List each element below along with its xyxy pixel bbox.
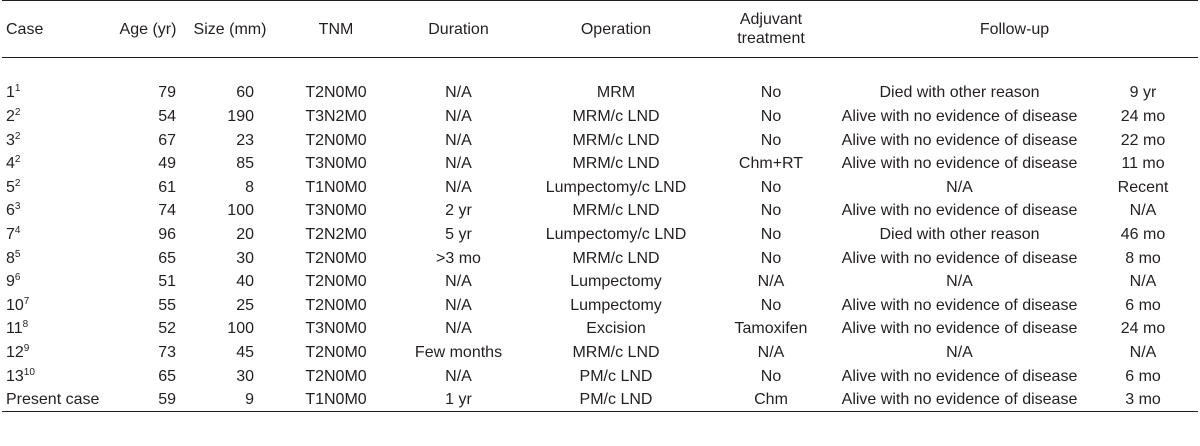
cell-size [184, 341, 276, 365]
cell-size [184, 152, 276, 176]
header-age: Age (yr) [112, 1, 184, 58]
cell-duration [396, 293, 521, 317]
cell-tnm-text: T2N0M0 [305, 131, 367, 149]
cell-followup-status-text: Alive with no evidence of disease [841, 320, 1078, 338]
cell-operation-text: MRM/c LND [572, 202, 660, 220]
cell-operation-text: Lumpectomy [570, 273, 662, 291]
cell-duration-text: N/A [445, 367, 472, 385]
cell-adjuvant [711, 175, 831, 199]
cell-operation-text: MRM/c LND [572, 343, 660, 361]
cell-size-text: 45 [236, 343, 254, 361]
cell-followup-time [1088, 199, 1198, 223]
cell-followup-status-text: Alive with no evidence of disease [841, 202, 1078, 220]
cell-operation [521, 270, 711, 294]
cell-size-text: 23 [236, 131, 254, 149]
cell-tnm-text: T2N0M0 [305, 273, 367, 291]
cell-size-text: 30 [236, 367, 254, 385]
cell-age [112, 246, 184, 270]
cell-age-text: 65 [158, 249, 176, 267]
cell-adjuvant-text: No [760, 202, 782, 220]
cell-case [2, 81, 112, 105]
cell-age [112, 199, 184, 223]
cell-duration [396, 199, 521, 223]
header-size: Size (mm) [184, 1, 276, 58]
cell-age [112, 128, 184, 152]
cell-adjuvant-text: N/A [757, 343, 785, 361]
cell-duration [396, 364, 521, 388]
cell-followup-time-text: 9 yr [1129, 84, 1157, 102]
reference-superscript: 9 [23, 342, 30, 354]
cell-operation [521, 364, 711, 388]
cell-followup-time [1088, 175, 1198, 199]
cell-case [2, 270, 112, 294]
reference-superscript: 2 [14, 106, 21, 118]
cell-operation-text: MRM/c LND [572, 155, 660, 173]
cell-age [112, 81, 184, 105]
table-row [2, 364, 1198, 388]
cell-followup-time-text: N/A [1129, 343, 1157, 361]
cell-duration-text: 2 yr [445, 202, 472, 220]
cell-adjuvant-text: No [760, 249, 782, 267]
cell-operation [521, 105, 711, 129]
cell-size [184, 175, 276, 199]
cell-followup-status-text: Alive with no evidence of disease [841, 131, 1078, 149]
cell-tnm-text: T2N0M0 [305, 343, 367, 361]
cell-age [112, 388, 184, 412]
cell-case-text: 6 [6, 202, 15, 220]
cell-case-text: 7 [6, 225, 15, 243]
cell-followup-status-text: Alive with no evidence of disease [841, 296, 1078, 314]
cell-adjuvant [711, 388, 831, 412]
cell-duration [396, 341, 521, 365]
table-row [2, 270, 1198, 294]
header-adjuvant [711, 1, 831, 58]
cell-followup-time [1088, 293, 1198, 317]
cell-adjuvant [711, 246, 831, 270]
cell-operation [521, 246, 711, 270]
cell-followup-time-text: Recent [1117, 178, 1169, 196]
cell-tnm-text: T1N0M0 [305, 178, 367, 196]
header-adjuvant-line1: Adjuvant [739, 11, 803, 28]
cell-operation-text: PM/c LND [579, 367, 653, 385]
cell-case-text: 13 [6, 367, 24, 385]
table-header-row [2, 1, 1198, 58]
cell-followup-status [831, 293, 1088, 317]
cell-followup-time [1088, 341, 1198, 365]
header-duration: Duration [396, 1, 521, 58]
cell-age-text: 61 [158, 178, 176, 196]
cell-operation-text: Lumpectomy [570, 296, 662, 314]
cell-case [2, 246, 112, 270]
cell-size-text: 85 [236, 155, 254, 173]
cell-followup-status [831, 128, 1088, 152]
cell-age-text: 49 [158, 155, 176, 173]
cell-followup-status [831, 270, 1088, 294]
cell-size [184, 317, 276, 341]
cell-age [112, 223, 184, 247]
cell-adjuvant [711, 223, 831, 247]
cell-size [184, 128, 276, 152]
cell-tnm-text: T2N2M0 [305, 225, 367, 243]
cell-age [112, 270, 184, 294]
cell-tnm [276, 152, 396, 176]
cell-followup-time-text: 8 mo [1125, 249, 1161, 267]
cell-tnm-text: T2N0M0 [305, 367, 367, 385]
table-row [2, 105, 1198, 129]
cell-duration [396, 152, 521, 176]
table-row [2, 199, 1198, 223]
cell-followup-time-text: 22 mo [1120, 131, 1166, 149]
cell-adjuvant-text: No [760, 367, 782, 385]
reference-superscript: 7 [23, 295, 30, 307]
cell-duration-text: N/A [445, 178, 472, 196]
cell-operation [521, 152, 711, 176]
cell-case-text: 9 [6, 273, 15, 291]
cell-adjuvant [711, 199, 831, 223]
cell-age-text: 65 [158, 367, 176, 385]
cell-age-text: 52 [158, 320, 176, 338]
cell-followup-status [831, 388, 1088, 412]
cell-followup-status-text: Died with other reason [879, 225, 1040, 243]
cell-case-text: 12 [6, 343, 24, 361]
cell-adjuvant [711, 128, 831, 152]
cell-age-text: 51 [158, 273, 176, 291]
header-adjuvant-line2: treatment [737, 30, 805, 47]
cell-size-text: 9 [245, 390, 254, 408]
cell-age-text: 55 [158, 296, 176, 314]
table-row [2, 128, 1198, 152]
cell-followup-time-text: 46 mo [1120, 225, 1166, 243]
cell-size-text: 60 [236, 84, 254, 102]
cell-followup-status-text: Alive with no evidence of disease [841, 155, 1078, 173]
cell-adjuvant-text: No [760, 296, 782, 314]
cell-adjuvant-text: No [760, 225, 782, 243]
case-comparison-table [2, 0, 1198, 412]
cell-size [184, 364, 276, 388]
cell-tnm [276, 388, 396, 412]
cell-adjuvant-text: No [760, 84, 782, 102]
cell-duration-text: 5 yr [445, 225, 472, 243]
cell-followup-time-text: N/A [1129, 202, 1157, 220]
cell-case-text: 11 [6, 320, 23, 338]
cell-followup-time [1088, 128, 1198, 152]
cell-followup-status-text: Alive with no evidence of disease [841, 390, 1078, 408]
header-operation: Operation [521, 1, 711, 58]
cell-followup-time-text: 6 mo [1125, 367, 1161, 385]
cell-followup-time [1088, 105, 1198, 129]
cell-case-text: 3 [6, 131, 15, 149]
cell-adjuvant-text: N/A [757, 273, 785, 291]
cell-operation [521, 293, 711, 317]
cell-followup-time [1088, 223, 1198, 247]
cell-tnm [276, 128, 396, 152]
cell-operation-text: Excision [586, 320, 646, 338]
cell-followup-status [831, 152, 1088, 176]
cell-operation-text: Lumpectomy/c LND [545, 225, 687, 243]
cell-followup-time-text: 24 mo [1120, 320, 1166, 338]
cell-duration [396, 105, 521, 129]
cell-adjuvant [711, 293, 831, 317]
cell-tnm-text: T3N0M0 [305, 320, 367, 338]
cell-age [112, 152, 184, 176]
cell-adjuvant [711, 152, 831, 176]
cell-followup-time-text: 11 mo [1121, 155, 1165, 173]
reference-superscript: 1 [14, 83, 21, 95]
cell-age-text: 73 [158, 343, 176, 361]
cell-tnm [276, 223, 396, 247]
header-case: Case [2, 1, 112, 58]
cell-case [2, 317, 112, 341]
cell-operation [521, 81, 711, 105]
cell-duration [396, 128, 521, 152]
cell-age-text: 59 [158, 390, 176, 408]
cell-duration-text: N/A [445, 296, 472, 314]
cell-tnm [276, 199, 396, 223]
cell-followup-status-text: N/A [946, 343, 973, 361]
cell-tnm [276, 317, 396, 341]
cell-size [184, 246, 276, 270]
cell-age [112, 364, 184, 388]
cell-size [184, 105, 276, 129]
cell-duration [396, 223, 521, 247]
cell-size-text: 100 [227, 320, 254, 338]
cell-followup-time [1088, 317, 1198, 341]
cell-operation-text: MRM [596, 84, 636, 102]
cell-age-text: 67 [158, 131, 176, 149]
cell-tnm [276, 270, 396, 294]
cell-age-text: 96 [158, 225, 176, 243]
reference-superscript: 3 [14, 201, 21, 213]
cell-followup-status-text: N/A [946, 178, 973, 196]
cell-operation-text: Lumpectomy/c LND [545, 178, 687, 196]
cell-adjuvant-text: No [760, 131, 782, 149]
cell-adjuvant [711, 341, 831, 365]
cell-duration-text: N/A [445, 273, 472, 291]
table-row [2, 293, 1198, 317]
cell-operation [521, 175, 711, 199]
table-row [2, 317, 1198, 341]
table-body [2, 58, 1198, 412]
cell-tnm [276, 105, 396, 129]
cell-case-text: 2 [6, 107, 15, 125]
cell-duration [396, 388, 521, 412]
cell-tnm [276, 364, 396, 388]
cell-tnm-text: T3N2M0 [305, 107, 367, 125]
cell-tnm [276, 175, 396, 199]
reference-superscript: 2 [14, 130, 21, 142]
cell-operation-text: MRM/c LND [572, 131, 660, 149]
reference-superscript: 2 [14, 177, 21, 189]
cell-followup-status-text: Died with other reason [879, 84, 1040, 102]
cell-tnm-text: T2N0M0 [305, 296, 367, 314]
cell-operation-text: MRM/c LND [572, 249, 660, 267]
cell-case [2, 175, 112, 199]
cell-adjuvant [711, 81, 831, 105]
cell-age-text: 79 [158, 84, 176, 102]
cell-followup-time [1088, 364, 1198, 388]
cell-followup-time-text: 24 mo [1120, 107, 1166, 125]
cell-duration-text: Few months [414, 343, 503, 361]
cell-age [112, 175, 184, 199]
cell-followup-status [831, 246, 1088, 270]
cell-case-text: 10 [6, 296, 24, 314]
reference-superscript: 8 [22, 319, 29, 331]
cell-duration [396, 317, 521, 341]
cell-followup-status-text: Alive with no evidence of disease [841, 367, 1078, 385]
cell-operation [521, 223, 711, 247]
cell-followup-status [831, 105, 1088, 129]
cell-size-text: 30 [236, 249, 254, 267]
cell-size-text: 20 [236, 225, 254, 243]
cell-operation [521, 388, 711, 412]
cell-size-text: 100 [227, 202, 254, 220]
cell-adjuvant-text: Chm [754, 390, 788, 408]
cell-adjuvant [711, 317, 831, 341]
cell-followup-status [831, 81, 1088, 105]
cell-operation [521, 199, 711, 223]
cell-followup-time-text: 6 mo [1125, 296, 1161, 314]
cell-case [2, 364, 112, 388]
cell-size-text: 190 [227, 107, 254, 125]
cell-followup-time [1088, 270, 1198, 294]
cell-case [2, 388, 112, 412]
cell-followup-time [1088, 81, 1198, 105]
cell-age-text: 74 [158, 202, 176, 220]
header-divider [2, 58, 1198, 82]
cell-size [184, 270, 276, 294]
cell-followup-status-text: N/A [946, 273, 973, 291]
cell-tnm [276, 341, 396, 365]
cell-age [112, 317, 184, 341]
cell-adjuvant-text: Tamoxifen [734, 320, 808, 338]
cell-size [184, 223, 276, 247]
reference-superscript: 4 [14, 224, 21, 236]
header-followup: Follow-up [831, 1, 1198, 58]
reference-superscript: 6 [14, 272, 21, 284]
cell-tnm-text: T2N0M0 [305, 249, 367, 267]
cell-case-text: 4 [6, 155, 15, 173]
cell-duration-text: 1 yr [445, 390, 472, 408]
cell-tnm [276, 246, 396, 270]
cell-duration-text: >3 mo [436, 249, 481, 267]
cell-duration [396, 175, 521, 199]
cell-operation-text: MRM/c LND [572, 107, 660, 125]
cell-followup-status [831, 364, 1088, 388]
cell-followup-status [831, 175, 1088, 199]
cell-case-text: 8 [6, 249, 15, 267]
cell-tnm [276, 293, 396, 317]
cell-duration-text: N/A [445, 320, 472, 338]
cell-adjuvant-text: No [760, 107, 782, 125]
table-row [2, 388, 1198, 412]
cell-followup-time-text: N/A [1129, 273, 1157, 291]
table-row [2, 152, 1198, 176]
cell-followup-time-text: 3 mo [1125, 390, 1161, 408]
cell-adjuvant-text: No [760, 178, 782, 196]
cell-size [184, 293, 276, 317]
header-tnm: TNM [276, 1, 396, 58]
cell-case [2, 128, 112, 152]
cell-size [184, 388, 276, 412]
cell-operation [521, 317, 711, 341]
cell-case-text: 5 [6, 178, 15, 196]
table-row [2, 175, 1198, 199]
cell-age-text: 54 [158, 107, 176, 125]
cell-tnm-text: T2N0M0 [305, 84, 367, 102]
reference-superscript: 2 [14, 154, 21, 166]
cell-case [2, 293, 112, 317]
cell-followup-time [1088, 152, 1198, 176]
cell-duration [396, 81, 521, 105]
cell-duration [396, 270, 521, 294]
reference-superscript: 5 [14, 248, 21, 260]
cell-duration-text: N/A [445, 107, 472, 125]
cell-size [184, 81, 276, 105]
cell-tnm [276, 81, 396, 105]
table-row [2, 81, 1198, 105]
cell-followup-status [831, 199, 1088, 223]
cell-age [112, 293, 184, 317]
cell-adjuvant [711, 270, 831, 294]
cell-duration-text: N/A [445, 131, 472, 149]
reference-superscript: 10 [23, 366, 35, 378]
table-row [2, 246, 1198, 270]
cell-followup-status-text: Alive with no evidence of disease [841, 107, 1078, 125]
cell-followup-time [1088, 388, 1198, 412]
cell-size-text: 8 [245, 178, 254, 196]
cell-duration-text: N/A [445, 155, 472, 173]
cell-size [184, 199, 276, 223]
cell-duration-text: N/A [445, 84, 472, 102]
table-row [2, 223, 1198, 247]
cell-followup-status [831, 317, 1088, 341]
cell-case [2, 105, 112, 129]
cell-adjuvant [711, 105, 831, 129]
cell-age [112, 105, 184, 129]
cell-case [2, 223, 112, 247]
cell-followup-time [1088, 246, 1198, 270]
cell-operation [521, 128, 711, 152]
cell-followup-status [831, 223, 1088, 247]
cell-adjuvant-text: Chm+RT [738, 155, 804, 173]
cell-followup-status-text: Alive with no evidence of disease [841, 249, 1078, 267]
cell-age [112, 341, 184, 365]
cell-operation [521, 341, 711, 365]
cell-case-text: 1 [6, 84, 15, 102]
cell-tnm-text: T3N0M0 [305, 155, 367, 173]
cell-size-text: 25 [236, 296, 254, 314]
cell-case [2, 199, 112, 223]
cell-operation-text: PM/c LND [579, 390, 653, 408]
cell-adjuvant [711, 364, 831, 388]
cell-case [2, 341, 112, 365]
cell-case [2, 152, 112, 176]
cell-tnm-text: T3N0M0 [305, 202, 367, 220]
cell-size-text: 40 [236, 273, 254, 291]
cell-duration [396, 246, 521, 270]
table-row [2, 341, 1198, 365]
cell-case-text: Present case [6, 390, 100, 408]
cell-followup-status [831, 341, 1088, 365]
cell-tnm-text: T1N0M0 [305, 390, 367, 408]
